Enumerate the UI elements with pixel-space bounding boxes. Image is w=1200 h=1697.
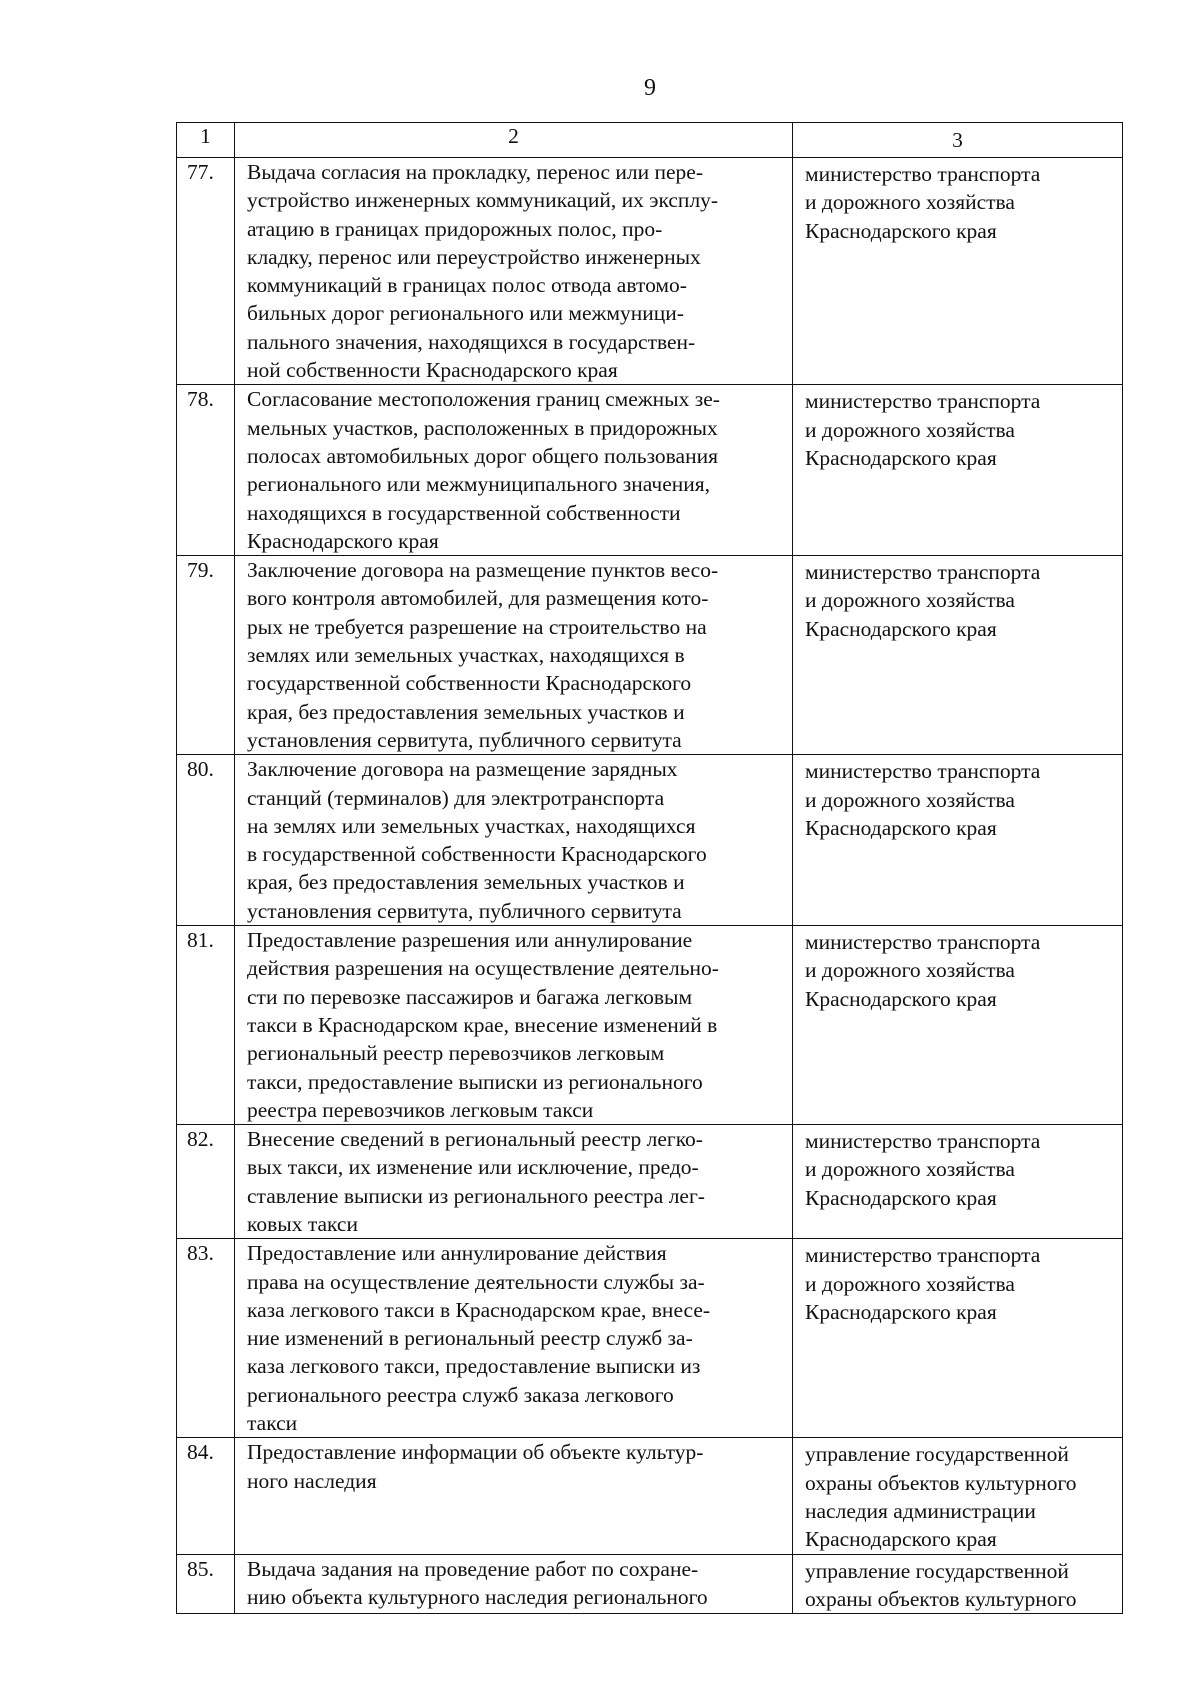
authority-line: и дорожного хозяйства <box>805 787 1015 812</box>
responsible-authority <box>793 1554 1123 1614</box>
authority-line: охраны объектов культурного <box>805 1586 1077 1611</box>
description-line: находящихся в государственной собственности <box>247 500 681 525</box>
description-line: Согласование местоположения границ смежных зе- <box>247 387 720 412</box>
description-line: региональный реестр перевозчиков легковым <box>247 1041 665 1066</box>
table-row <box>177 1554 1123 1614</box>
authority-line: управление государственной <box>805 1558 1069 1583</box>
responsible-authority <box>793 1125 1123 1239</box>
description-line: устройство инженерных коммуникаций, их эксплу- <box>247 188 719 213</box>
row-number: 81. <box>177 926 235 1125</box>
service-description <box>235 755 793 926</box>
services-table <box>176 122 1123 1614</box>
description-line: сти по перевозке пассажиров и багажа легковым <box>247 984 693 1009</box>
description-line: каза легкового такси, предоставление выписки из <box>247 1354 701 1379</box>
service-description <box>235 158 793 385</box>
description-line: в государственной собственности Краснодарского <box>247 842 707 867</box>
description-line: пального значения, находящихся в государствен- <box>247 329 696 354</box>
description-line: ковых такси <box>247 1211 358 1236</box>
description-line: нию объекта культурного наследия регионального <box>247 1584 708 1609</box>
description-line: края, без предоставления земельных участков и <box>247 699 685 724</box>
authority-line: Краснодарского края <box>805 445 997 470</box>
row-number: 78. <box>177 385 235 556</box>
description-line: станций (терминалов) для электротранспорта <box>247 785 665 810</box>
header-col-1: 1 <box>177 123 235 158</box>
description-line: регионального или межмуниципального значения, <box>247 472 711 497</box>
description-line: рых не требуется разрешение на строительство на <box>247 614 707 639</box>
page-number: 9 <box>644 75 656 101</box>
description-line: Предоставление информации об объекте культур- <box>247 1440 704 1465</box>
description-line: ной собственности Краснодарского края <box>247 358 618 383</box>
table-row <box>177 1239 1123 1438</box>
row-number: 80. <box>177 755 235 926</box>
description-line: регионального реестра служб заказа легкового <box>247 1382 674 1407</box>
service-description <box>235 385 793 556</box>
responsible-authority <box>793 755 1123 926</box>
responsible-authority <box>793 158 1123 385</box>
table-row <box>177 926 1123 1125</box>
authority-line: Краснодарского края <box>805 1185 997 1210</box>
row-number: 84. <box>177 1438 235 1554</box>
description-line: бильных дорог регионального или межмуници- <box>247 301 684 326</box>
authority-line: Краснодарского края <box>805 1527 997 1552</box>
description-line: коммуникаций в границах полос отвода автомо- <box>247 273 687 298</box>
description-line: Краснодарского края <box>247 528 439 553</box>
description-line: Выдача согласия на прокладку, перенос или пере- <box>247 160 703 184</box>
header-row <box>177 123 1123 158</box>
authority-line: и дорожного хозяйства <box>805 588 1015 613</box>
responsible-authority <box>793 385 1123 556</box>
description-line: Предоставление или аннулирование действия <box>247 1241 667 1266</box>
description-line: такси <box>247 1411 298 1436</box>
table-row <box>177 1125 1123 1239</box>
description-line: установления сервитута, публичного сервитута <box>247 727 682 752</box>
authority-line: Краснодарского края <box>805 815 997 840</box>
description-line: действия разрешения на осуществление деятельно- <box>247 956 719 981</box>
authority-line: министерство транспорта <box>805 560 1041 585</box>
row-number: 83. <box>177 1239 235 1438</box>
authority-line: министерство транспорта <box>805 759 1041 784</box>
description-line: установления сервитута, публичного сервитута <box>247 898 682 923</box>
authority-line: управление государственной <box>805 1442 1069 1467</box>
service-description <box>235 926 793 1125</box>
authority-line: и дорожного хозяйства <box>805 417 1015 442</box>
description-line: такси, предоставление выписки из регионального <box>247 1069 703 1094</box>
table-row <box>177 385 1123 556</box>
table-row <box>177 158 1123 385</box>
authority-line: министерство транспорта <box>805 389 1041 414</box>
description-line: Заключение договора на размещение зарядных <box>247 757 678 782</box>
authority-line: Краснодарского края <box>805 986 997 1011</box>
authority-line: министерство транспорта <box>805 930 1041 955</box>
authority-line: Краснодарского края <box>805 616 997 641</box>
description-line: полосах автомобильных дорог общего пользования <box>247 443 718 468</box>
service-description <box>235 1554 793 1614</box>
description-line: государственной собственности Краснодарского <box>247 671 692 696</box>
header-col-3: 3 <box>793 123 1123 158</box>
description-line: каза легкового такси в Краснодарском крае, внесе- <box>247 1297 711 1322</box>
responsible-authority <box>793 1239 1123 1438</box>
description-line: Выдача задания на проведение работ по сохране- <box>247 1556 699 1581</box>
description-line: ставление выписки из регионального реестра лег- <box>247 1183 705 1208</box>
row-number: 79. <box>177 556 235 755</box>
row-number: 77. <box>177 158 235 385</box>
description-line: Заключение договора на размещение пунктов весо- <box>247 558 719 583</box>
table-row <box>177 755 1123 926</box>
description-line: Внесение сведений в региональный реестр легко- <box>247 1127 703 1152</box>
table-row <box>177 1438 1123 1554</box>
service-description <box>235 1239 793 1438</box>
responsible-authority <box>793 556 1123 755</box>
authority-line: наследия администрации <box>805 1498 1036 1523</box>
description-line: края, без предоставления земельных участков и <box>247 870 685 895</box>
row-number: 82. <box>177 1125 235 1239</box>
description-line: землях или земельных участках, находящихся в <box>247 643 685 668</box>
description-line: вых такси, их изменение или исключение, предо- <box>247 1155 699 1180</box>
authority-line: Краснодарского края <box>805 218 997 243</box>
header-col-2: 2 <box>235 123 793 158</box>
authority-line: министерство транспорта <box>805 1129 1041 1154</box>
description-line: мельных участков, расположенных в придорожных <box>247 415 718 440</box>
authority-line: министерство транспорта <box>805 1243 1041 1268</box>
responsible-authority <box>793 1438 1123 1554</box>
description-line: ного наследия <box>247 1468 377 1493</box>
authority-line: и дорожного хозяйства <box>805 1157 1015 1182</box>
service-description <box>235 1438 793 1554</box>
description-line: ние изменений в региональный реестр служб за- <box>247 1326 693 1351</box>
authority-line: и дорожного хозяйства <box>805 190 1015 215</box>
description-line: реестра перевозчиков легковым такси <box>247 1097 594 1122</box>
responsible-authority <box>793 926 1123 1125</box>
table-row <box>177 556 1123 755</box>
description-line: кладку, перенос или переустройство инженерных <box>247 244 701 269</box>
authority-line: Краснодарского края <box>805 1299 997 1324</box>
service-description <box>235 556 793 755</box>
description-line: вого контроля автомобилей, для размещения кото- <box>247 586 709 611</box>
authority-line: охраны объектов культурного <box>805 1470 1077 1495</box>
table-body <box>177 123 1123 1614</box>
authority-line: министерство транспорта <box>805 162 1041 186</box>
row-number: 85. <box>177 1554 235 1614</box>
authority-line: и дорожного хозяйства <box>805 958 1015 983</box>
description-line: на землях или земельных участках, находящихся <box>247 813 696 838</box>
description-line: Предоставление разрешения или аннулирование <box>247 928 693 953</box>
service-description <box>235 1125 793 1239</box>
description-line: права на осуществление деятельности службы за- <box>247 1269 705 1294</box>
description-line: атацию в границах придорожных полос, про- <box>247 216 663 241</box>
authority-line: и дорожного хозяйства <box>805 1271 1015 1296</box>
description-line: такси в Краснодарском крае, внесение изменений в <box>247 1012 718 1037</box>
